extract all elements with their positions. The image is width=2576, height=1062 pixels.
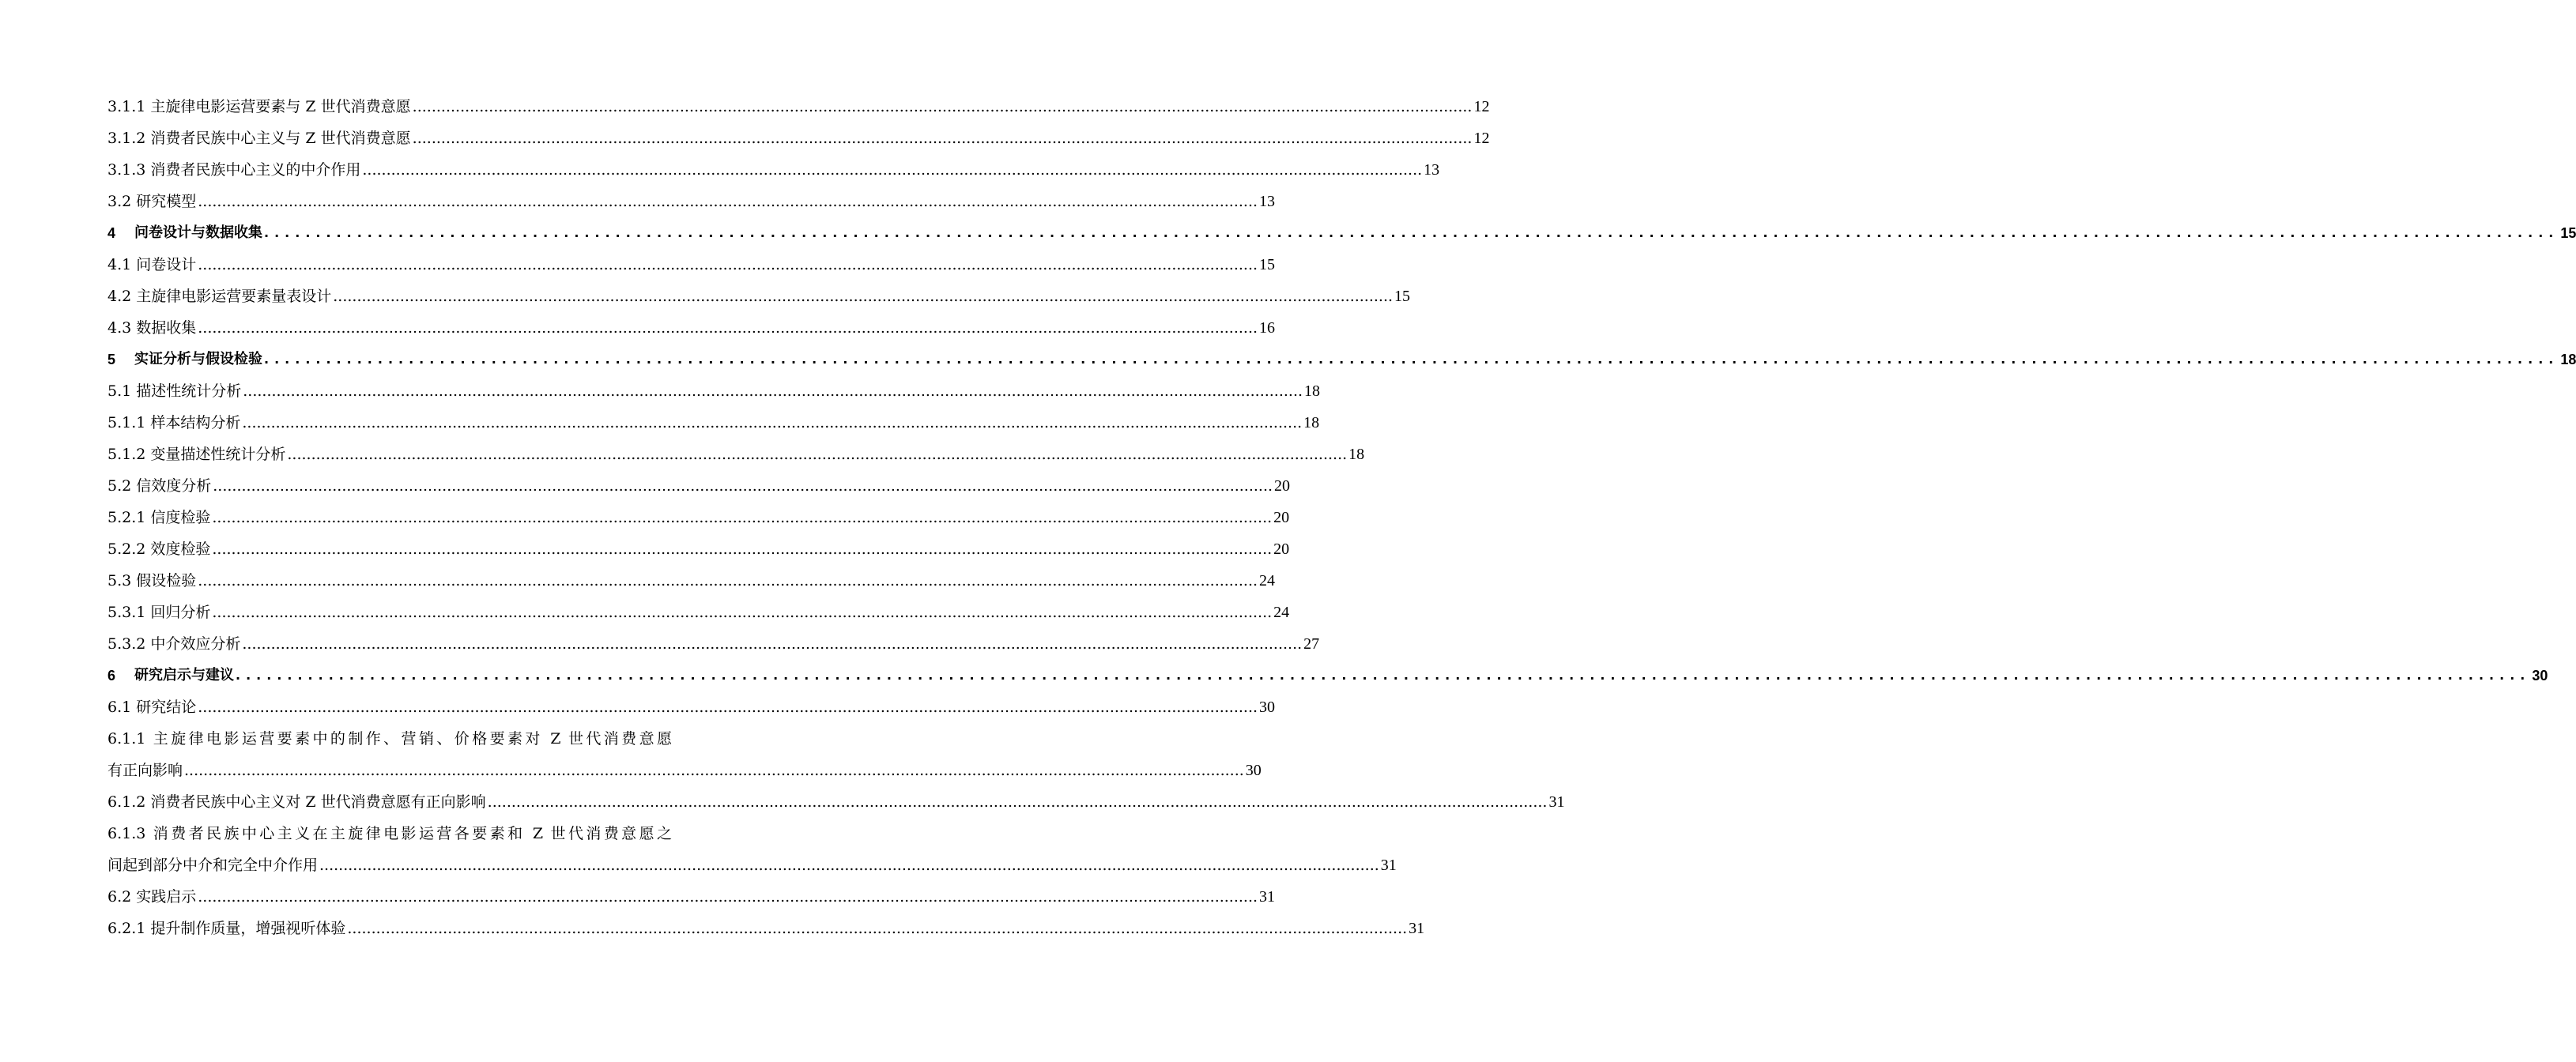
toc-page-number: 27 <box>1303 635 1320 653</box>
toc-page-number: 13 <box>1424 161 1440 179</box>
dot-leader: .............................................................................................................................................................................................................................. <box>264 352 2559 367</box>
toc-entry-text: 6.1 研究结论 <box>107 699 197 716</box>
dot-leader: .............................................................................................................................................................................................................................. <box>184 762 1244 779</box>
toc-entry-text: 6.1.1 主旋律电影运营要素中的制作、营销、价格要素对 Z 世代消费意愿 <box>107 730 672 748</box>
toc-entry-text: 6.1.3 消费者民族中心主义在主旋律电影运营各要素和 Z 世代消费意愿之 <box>107 825 672 842</box>
toc-entry-text: 4.3 数据收集 <box>107 319 197 337</box>
toc-entry-text: 5.1.1 样本结构分析 <box>107 414 241 431</box>
toc-entry-6-2[interactable] <box>107 881 1276 913</box>
dot-leader: .............................................................................................................................................................................................................................. <box>242 635 1303 653</box>
toc-entry-text: 5.1.2 变量描述性统计分析 <box>107 446 286 463</box>
toc-chapter-4[interactable] <box>107 217 2576 249</box>
toc-entry-text: 6.1.2 消费者民族中心主义对 Z 世代消费意愿有正向影响 <box>107 793 486 811</box>
toc-page-number: 31 <box>1409 920 1425 937</box>
toc-page-number: 13 <box>1259 193 1276 210</box>
dot-leader: .............................................................................................................................................................................................................................. <box>212 509 1273 526</box>
toc-page-number: 18 <box>1348 446 1365 463</box>
dot-leader: .............................................................................................................................................................................................................................. <box>198 193 1258 210</box>
toc-page-number: 24 <box>1259 572 1276 589</box>
toc-entry-text: 间起到部分中介和完全中介作用 <box>107 857 319 874</box>
dot-leader: .............................................................................................................................................................................................................................. <box>242 414 1303 431</box>
toc-entry-5-2-2[interactable] <box>107 533 1290 565</box>
toc-page-number: 15 <box>1394 288 1411 305</box>
toc-page-number: 18 <box>2560 352 2576 367</box>
chapter-number: 5 <box>107 352 116 367</box>
toc-entry-4-3[interactable] <box>107 312 1276 344</box>
dot-leader: .............................................................................................................................................................................................................................. <box>213 477 1273 495</box>
dot-leader: .............................................................................................................................................................................................................................. <box>198 888 1258 906</box>
toc-entry-text: 5.3 假设检验 <box>107 572 197 589</box>
toc-entry-6-1-3-line2[interactable] <box>107 849 1397 881</box>
dot-leader: .............................................................................................................................................................................................................................. <box>212 540 1273 558</box>
toc-entry-text: 5.1 描述性统计分析 <box>107 382 242 400</box>
toc-entry-text: 有正向影响 <box>107 762 183 779</box>
toc-page-number: 31 <box>1380 857 1397 874</box>
toc-page-number: 20 <box>1273 540 1290 558</box>
toc-entry-5-3[interactable] <box>107 565 1276 597</box>
toc-page-number: 20 <box>1273 509 1290 526</box>
toc-page-number: 18 <box>1304 382 1321 400</box>
toc-entry-6-1-1-line2[interactable] <box>107 755 1262 786</box>
chapter-number: 6 <box>107 668 116 684</box>
table-of-contents <box>107 91 2576 944</box>
toc-chapter-6[interactable] <box>107 660 2548 691</box>
toc-page-number: 30 <box>1245 762 1262 779</box>
toc-entry-text: 5.2 信效度分析 <box>107 477 212 495</box>
toc-entry-text: 6.2 实践启示 <box>107 888 197 906</box>
dot-leader: .............................................................................................................................................................................................................................. <box>319 857 1379 874</box>
toc-entry-text: 4.1 问卷设计 <box>107 256 197 273</box>
toc-entry-text: 4.2 主旋律电影运营要素量表设计 <box>107 288 332 305</box>
toc-entry-text: 3.1.2 消费者民族中心主义与 Z 世代消费意愿 <box>107 130 411 147</box>
toc-page-number: 15 <box>1259 256 1276 273</box>
toc-page-number: 31 <box>1259 888 1276 906</box>
toc-entry-text: 6.2.1 提升制作质量，增强视听体验 <box>107 920 346 937</box>
dot-leader: .............................................................................................................................................................................................................................. <box>243 382 1303 400</box>
toc-entry-text: 5.3.2 中介效应分析 <box>107 635 241 653</box>
toc-entry-4-2[interactable] <box>107 281 1411 312</box>
dot-leader: .............................................................................................................................................................................................................................. <box>212 604 1273 621</box>
toc-page-number: 16 <box>1259 319 1276 337</box>
toc-chapter-5[interactable] <box>107 344 2576 375</box>
toc-entry-5-1[interactable] <box>107 375 1321 407</box>
dot-leader: .............................................................................................................................................................................................................................. <box>412 130 1473 147</box>
dot-leader: .............................................................................................................................................................................................................................. <box>198 699 1258 716</box>
dot-leader: .............................................................................................................................................................................................................................. <box>198 572 1258 589</box>
toc-entry-5-1-2[interactable] <box>107 439 1365 470</box>
dot-leader: .............................................................................................................................................................................................................................. <box>287 446 1348 463</box>
toc-entry-text: 5.3.1 回归分析 <box>107 604 211 621</box>
toc-chapter-title: 实证分析与假设检验 <box>134 351 262 367</box>
dot-leader: .............................................................................................................................................................................................................................. <box>198 256 1258 273</box>
toc-page-number: 15 <box>2560 225 2576 241</box>
toc-page-number: 31 <box>1548 793 1565 811</box>
dot-leader: .............................................................................................................................................................................................................................. <box>198 319 1258 337</box>
toc-page-number: 12 <box>1473 98 1490 115</box>
toc-entry-3-1-1[interactable] <box>107 91 1490 122</box>
dot-leader: .............................................................................................................................................................................................................................. <box>487 793 1548 811</box>
toc-entry-5-3-1[interactable] <box>107 597 1290 628</box>
toc-entry-text: 3.2 研究模型 <box>107 193 197 210</box>
toc-page-number: 30 <box>1259 699 1276 716</box>
toc-entry-6-2-1[interactable] <box>107 913 1425 944</box>
toc-page-number: 30 <box>2532 668 2548 684</box>
toc-chapter-title: 研究启示与建议 <box>134 667 234 684</box>
toc-entry-6-1-3-line1[interactable] <box>107 818 672 849</box>
toc-entry-4-1[interactable] <box>107 249 1276 281</box>
toc-entry-6-1-1-line1[interactable] <box>107 723 672 755</box>
toc-entry-5-3-2[interactable] <box>107 628 1320 660</box>
dot-leader: .............................................................................................................................................................................................................................. <box>264 225 2559 240</box>
chapter-number: 4 <box>107 225 116 241</box>
toc-chapter-title: 问卷设计与数据收集 <box>134 224 262 241</box>
toc-entry-3-2[interactable] <box>107 186 1276 217</box>
toc-entry-text: 3.1.1 主旋律电影运营要素与 Z 世代消费意愿 <box>107 98 411 115</box>
dot-leader: .............................................................................................................................................................................................................................. <box>362 161 1423 179</box>
toc-entry-5-2[interactable] <box>107 470 1291 502</box>
dot-leader: .............................................................................................................................................................................................................................. <box>347 920 1408 937</box>
dot-leader: .............................................................................................................................................................................................................................. <box>412 98 1473 115</box>
toc-page-number: 24 <box>1273 604 1290 621</box>
toc-entry-6-1[interactable] <box>107 691 1276 723</box>
toc-entry-3-1-3[interactable] <box>107 154 1440 186</box>
toc-entry-5-1-1[interactable] <box>107 407 1320 439</box>
dot-leader: .............................................................................................................................................................................................................................. <box>333 288 1394 305</box>
toc-entry-text: 5.2.1 信度检验 <box>107 509 211 526</box>
toc-page-number: 18 <box>1303 414 1320 431</box>
dot-leader: .............................................................................................................................................................................................................................. <box>236 668 2531 683</box>
toc-page-number: 20 <box>1274 477 1291 495</box>
toc-entry-6-1-2[interactable] <box>107 786 1565 818</box>
toc-entry-text: 3.1.3 消费者民族中心主义的中介作用 <box>107 161 361 179</box>
toc-page-number: 12 <box>1473 130 1490 147</box>
toc-entry-5-2-1[interactable] <box>107 502 1290 533</box>
toc-entry-3-1-2[interactable] <box>107 122 1490 154</box>
toc-entry-text: 5.2.2 效度检验 <box>107 540 211 558</box>
